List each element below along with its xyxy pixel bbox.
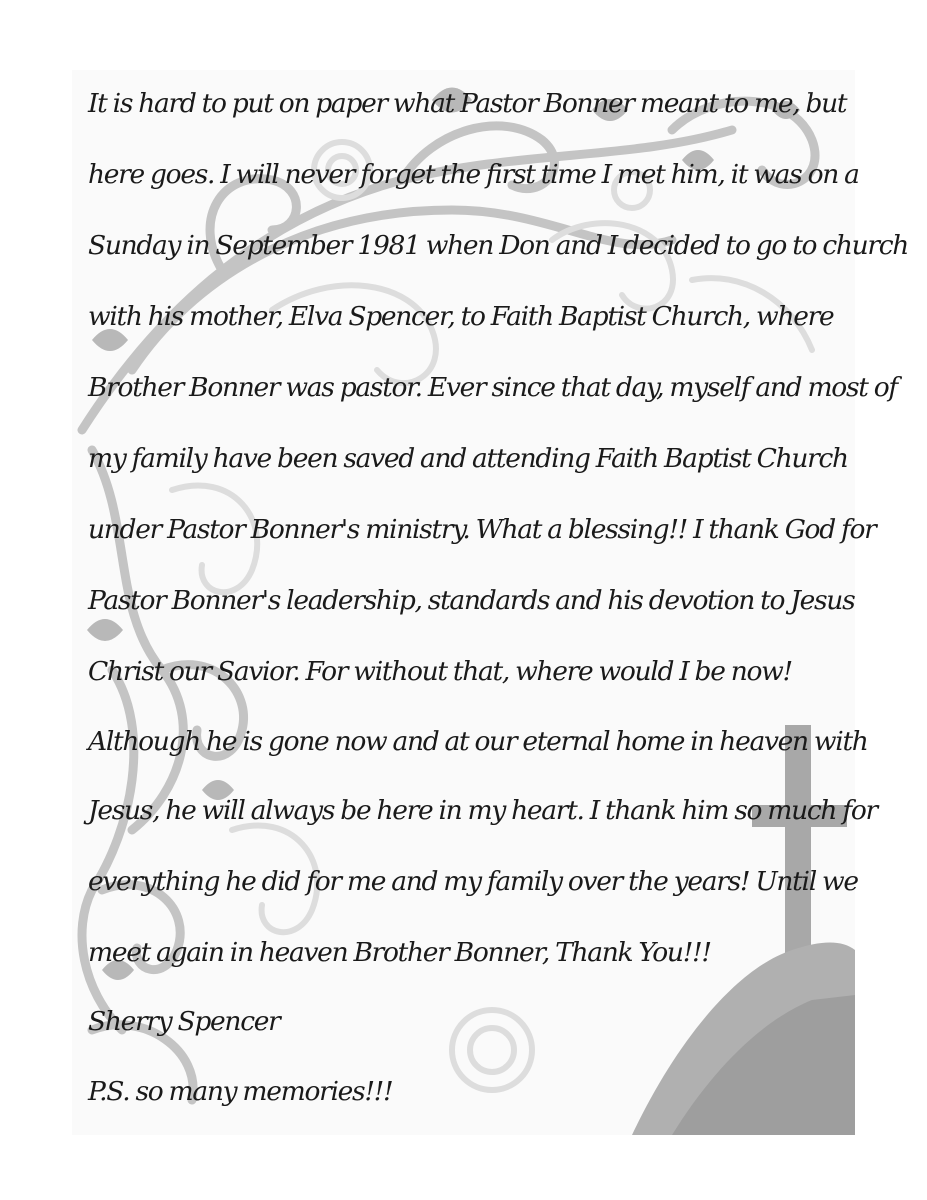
letter-line: here goes. I will never forget the first time I met him, it was on a (88, 159, 859, 190)
signature: Sherry Spencer (88, 1006, 280, 1037)
letter-line: my family have been saved and attending Faith Baptist Church (88, 443, 848, 474)
letter-line: everything he did for me and my family over the years! Until we (88, 866, 858, 897)
letter-line: Jesus, he will always be here in my heart. I thank him so much for (88, 795, 877, 826)
letter-line: under Pastor Bonner's ministry. What a blessing!! I thank God for (88, 514, 876, 545)
postscript: P.S. so many memories!!! (88, 1076, 393, 1107)
letter-line: meet again in heaven Brother Bonner, Thank You!!! (88, 937, 711, 968)
letter-line: Brother Bonner was pastor. Ever since that day, myself and most of (88, 372, 897, 403)
letter-line: Pastor Bonner's leadership, standards and his devotion to Jesus (88, 585, 855, 616)
letter-line: with his mother, Elva Spencer, to Faith Baptist Church, where (88, 301, 834, 332)
letter-line: Although he is gone now and at our eternal home in heaven with (88, 726, 868, 757)
letter-line: Christ our Savior. For without that, where would I be now! (88, 656, 792, 687)
letter-line: It is hard to put on paper what Pastor Bonner meant to me, but (88, 88, 847, 119)
letter-line: Sunday in September 1981 when Don and I decided to go to church (88, 230, 909, 261)
